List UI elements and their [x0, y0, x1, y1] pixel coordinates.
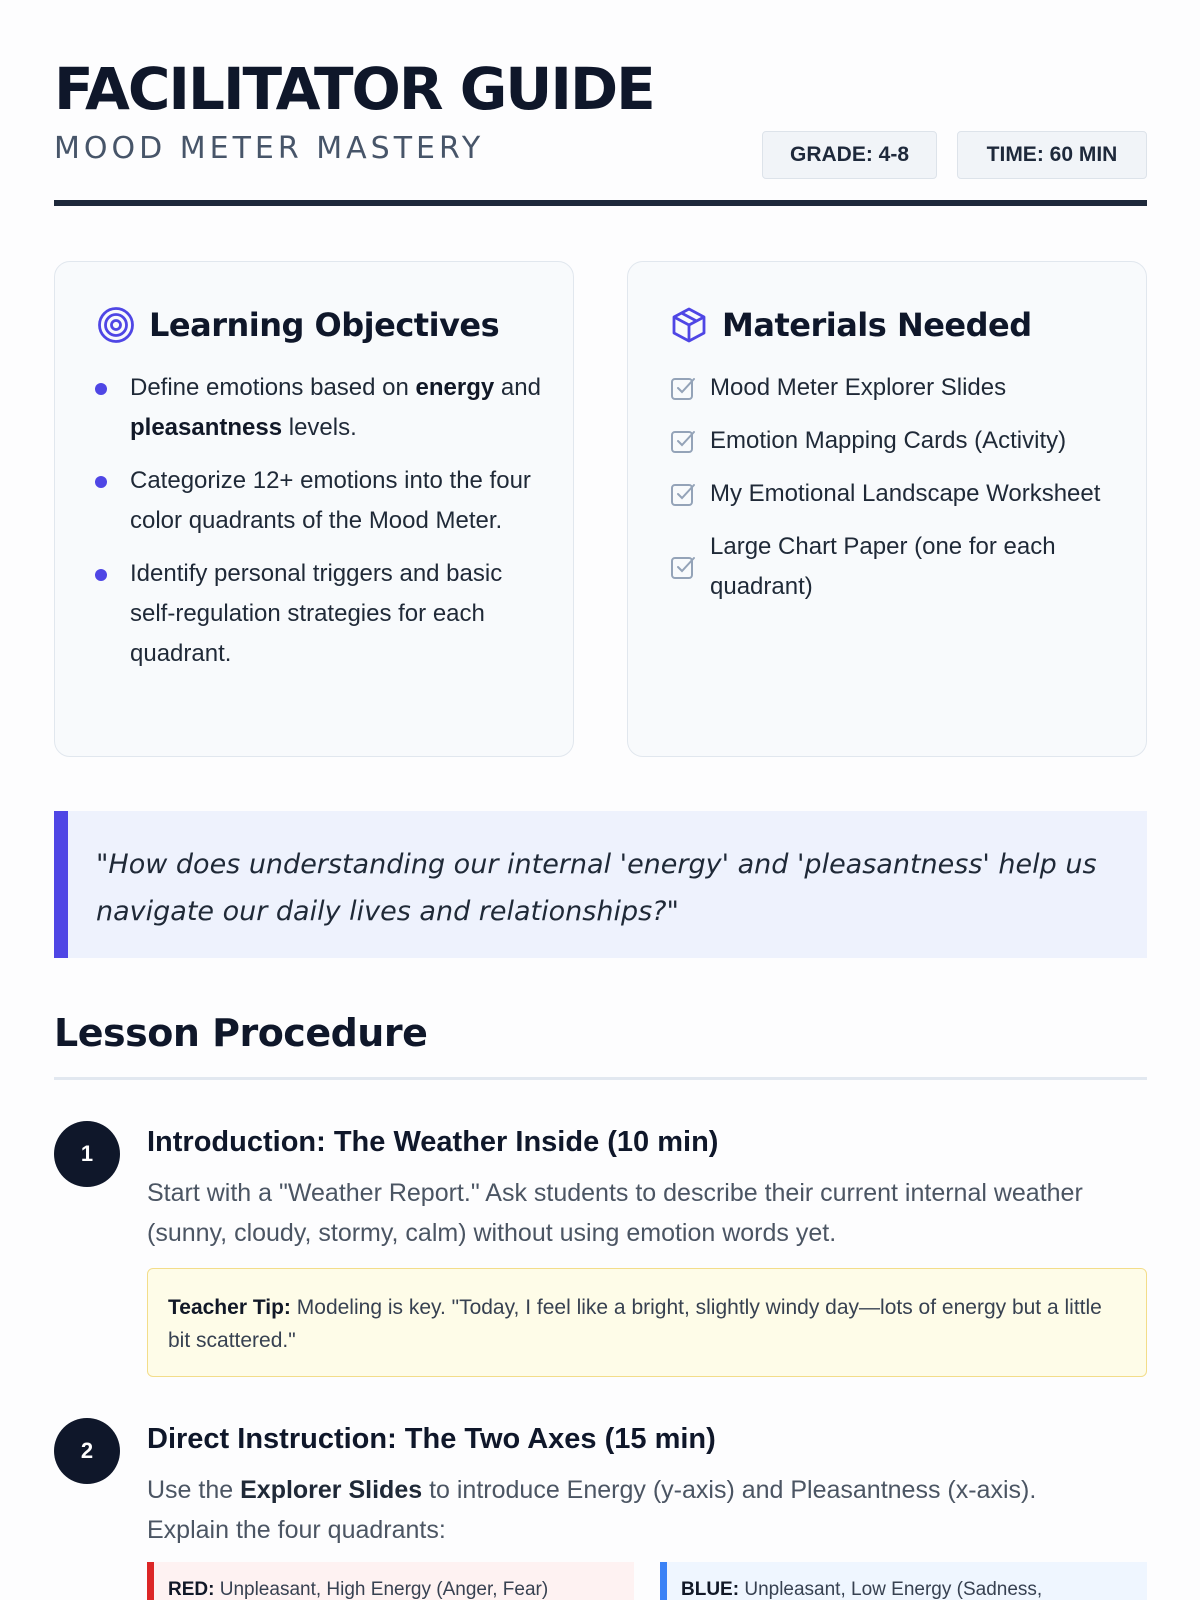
checkbox-icon [670, 554, 696, 580]
quadrant-red [147, 1562, 634, 1600]
procedure-divider [54, 1077, 1147, 1080]
step-1-text: Start with a "Weather Report." Ask students to describe their current internal weather (sunny, cloudy, stormy, calm) without using emotion words yet. [147, 1179, 1083, 1247]
quadrant-blue [660, 1562, 1147, 1600]
materials-needed-header [670, 306, 1032, 344]
material-item: My Emotional Landscape Worksheet [670, 474, 1110, 514]
material-item: Large Chart Paper (one for each quadrant) [670, 527, 1110, 607]
checkbox-icon [670, 481, 696, 507]
lesson-procedure-heading: Lesson Procedure [54, 1011, 428, 1055]
facilitator-guide-page [54, 0, 1147, 1600]
time-badge: TIME: 60 MIN [957, 131, 1147, 179]
step-2-text: Use the Explorer Slides to introduce Energy (y-axis) and Pleasantness (x-axis). Explain the four quadrants: [147, 1476, 1037, 1544]
objectives-list [95, 368, 543, 687]
materials-needed-heading: Materials Needed [722, 306, 1032, 344]
essential-question-text: "How does understanding our internal 'energy' and 'pleasantness' help us navigate our daily lives and relationships?" [96, 849, 1097, 927]
essential-question-callout [54, 811, 1147, 958]
quadrant-red-text: RED: Unpleasant, High Energy (Anger, Fear) [168, 1579, 549, 1600]
objective-item: Define emotions based on energy and pleasantness levels. [95, 368, 543, 448]
teacher-tip-text: Teacher Tip: Modeling is key. "Today, I feel like a bright, slightly windy day—lots of energy but a little bit scattered." [168, 1296, 1102, 1352]
bullet-icon [95, 383, 107, 395]
box-icon [670, 306, 708, 344]
materials-list [670, 368, 1110, 620]
learning-objectives-header [97, 306, 499, 344]
objective-item: Identify personal triggers and basic self-regulation strategies for each quadrant. [95, 554, 543, 674]
step-1-title: Introduction: The Weather Inside (10 min) [147, 1126, 719, 1158]
step-number-1: 1 [54, 1121, 120, 1187]
target-icon [97, 306, 135, 344]
checkbox-icon [670, 375, 696, 401]
material-item: Emotion Mapping Cards (Activity) [670, 421, 1110, 461]
page-title: FACILITATOR GUIDE [54, 55, 654, 123]
bullet-icon [95, 476, 107, 488]
material-item: Mood Meter Explorer Slides [670, 368, 1110, 408]
materials-needed-card [627, 261, 1147, 757]
learning-objectives-heading: Learning Objectives [149, 306, 500, 344]
grade-badge: GRADE: 4-8 [762, 131, 937, 179]
learning-objectives-card [54, 261, 574, 757]
objective-item: Categorize 12+ emotions into the four color quadrants of the Mood Meter. [95, 461, 543, 541]
page-subtitle: MOOD METER MASTERY [54, 131, 485, 166]
step-number-2: 2 [54, 1418, 120, 1484]
step-2-title: Direct Instruction: The Two Axes (15 min) [147, 1423, 716, 1455]
bullet-icon [95, 569, 107, 581]
checkbox-icon [670, 428, 696, 454]
quadrant-blue-text: BLUE: Unpleasant, Low Energy (Sadness, [681, 1579, 1043, 1600]
teacher-tip-callout [147, 1268, 1147, 1377]
header-divider [54, 200, 1147, 206]
